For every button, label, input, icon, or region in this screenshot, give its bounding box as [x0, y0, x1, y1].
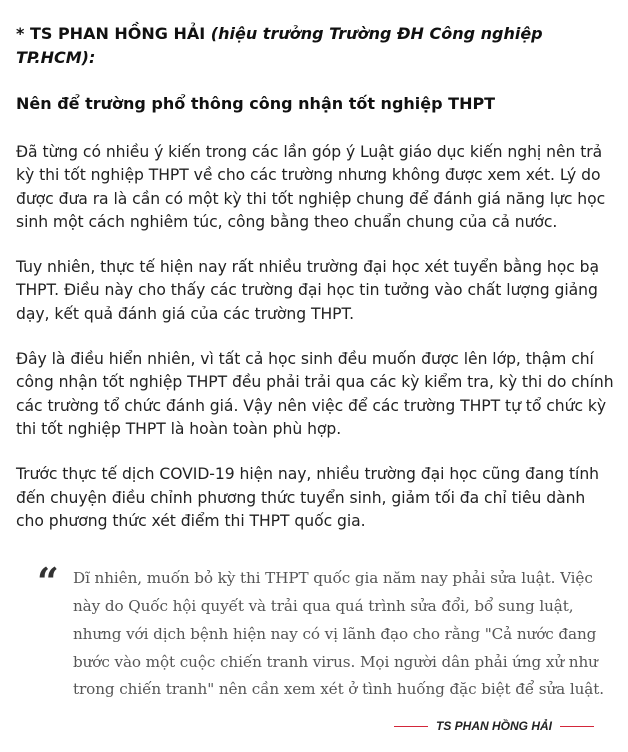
quote-attribution	[73, 719, 606, 733]
paragraph-2: Tuy nhiên, thực tế hiện nay rất nhiều trường đại học xét tuyển bằng học bạ THPT. Điều này cho thấy các trường đại học tin tưởng vào chất lượng giảng dạy, kết quả đánh giá của các trường THPT.	[16, 258, 599, 323]
speaker-line	[16, 22, 614, 70]
attribution-rule-right	[560, 726, 594, 727]
paragraph-3: Đây là điều hiển nhiên, vì tất cả học sinh đều muốn được lên lớp, thậm chí công nhận tốt nghiệp THPT đều phải trải qua các kỳ kiểm tra, kỳ thi do chính các trường tổ chức đánh giá. Vậy nên việc để các trường THPT tự tổ chức kỳ thi tốt nghiệp THPT là hoàn toàn phù hợp.	[16, 350, 614, 438]
paragraph-1: Đã từng có nhiều ý kiến trong các lần góp ý Luật giáo dục kiến nghị nên trả kỳ thi tốt nghiệp THPT về cho các trường nhưng không được xem xét. Lý do được đưa ra là cần có một kỳ thi tốt nghiệp chung để đánh giá năng lực học sinh một cách nghiêm túc, công bằng theo chuẩn chung của cả nước.	[16, 143, 606, 231]
quote-author: TS PHAN HỒNG HẢI	[435, 719, 552, 734]
speaker-name: * TS PHAN HỒNG HẢI	[16, 24, 206, 43]
pull-quote	[16, 559, 614, 734]
speaker-role: (hiệu trưởng Trường ĐH Công nghiệp TP.HCM):	[16, 24, 543, 67]
section-heading: Nên để trường phổ thông công nhận tốt nghiệp THPT	[16, 94, 496, 113]
attribution-rule-left	[394, 726, 428, 727]
quote-text: Dĩ nhiên, muốn bỏ kỳ thi THPT quốc gia năm nay phải sửa luật. Việc này do Quốc hội quyết và trải qua quá trình sửa đổi, bổ sung luật, nhưng với dịch bệnh hiện nay có vị lãnh đạo cho rằng "Cả nước đang bước vào một cuộc chiến tranh virus. Mọi người dân phải ứng xử như trong chiến tranh" nên cần xem xét ở tình huống đặc biệt để sửa luật.	[73, 569, 604, 699]
quote-mark-icon: “	[37, 559, 59, 605]
paragraph-4: Trước thực tế dịch COVID-19 hiện nay, nhiều trường đại học cũng đang tính đến chuyện điều chỉnh phương thức tuyển sinh, giảm tối đa chỉ tiêu dành cho phương thức xét điểm thi THPT quốc gia.	[16, 465, 600, 530]
